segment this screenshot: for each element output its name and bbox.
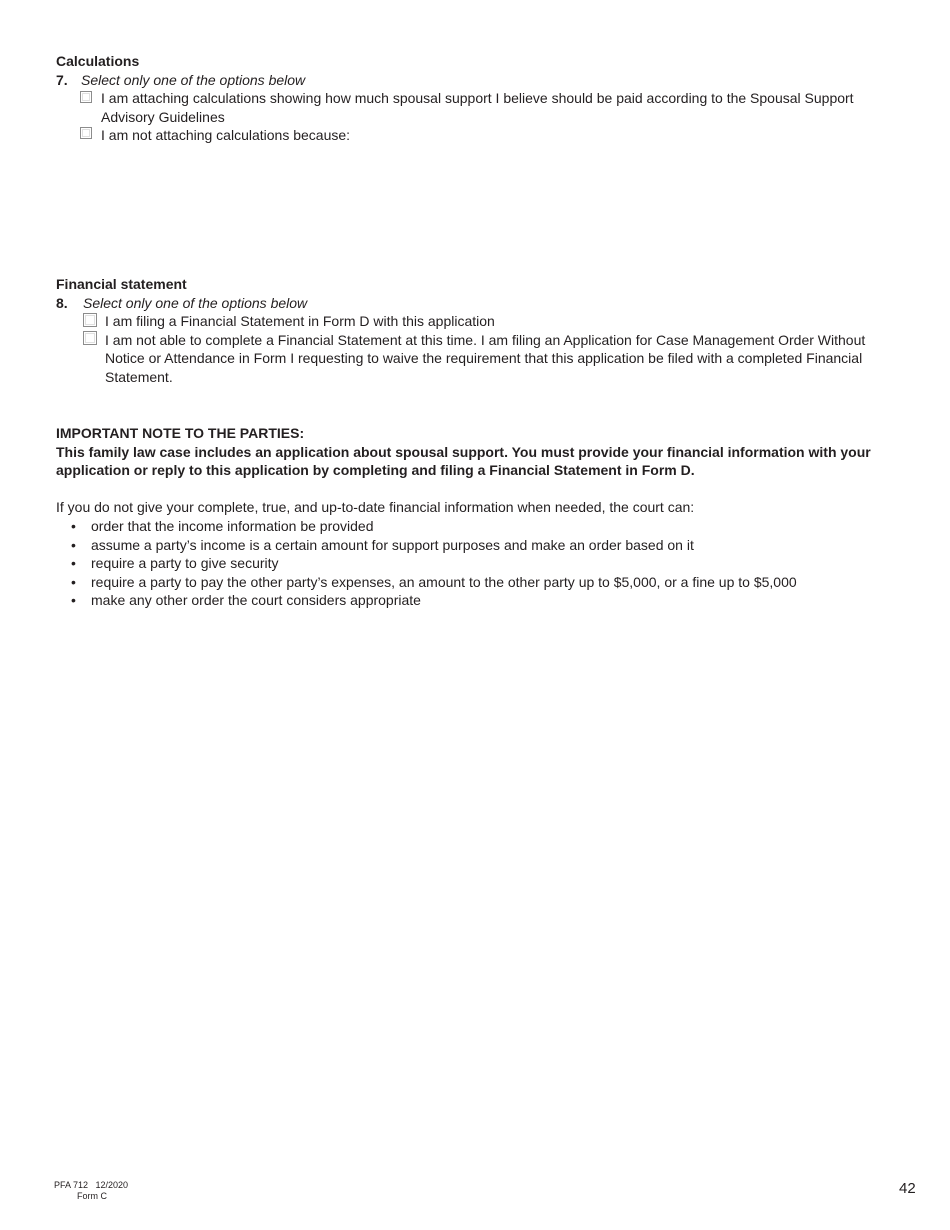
bullet-icon: • <box>71 536 76 553</box>
list-item <box>71 554 891 573</box>
calculations-attaching-label: I am attaching calculations showing how much spousal support I believe should be paid according to the Spousal Support <box>101 90 854 106</box>
question-8-instruction: Select only one of the options below <box>83 295 308 311</box>
important-note-body-line1: This family law case includes an application about spousal support. You must provide your financial information with your <box>56 444 871 460</box>
list-item-text: order that the income information be provided <box>91 518 374 534</box>
form-code: PFA 712 12/2020 <box>54 1180 129 1190</box>
list-item <box>71 517 891 536</box>
list-item-text: make any other order the court considers appropriate <box>91 592 421 608</box>
court-powers-intro: If you do not give your complete, true, and up-to-date financial information when needed, the court can: <box>56 499 695 515</box>
list-item <box>71 591 891 610</box>
question-8-number: 8. <box>56 295 68 311</box>
filing-financial-statement-label: I am filing a Financial Statement in Form D with this application <box>105 313 495 329</box>
important-note-title: IMPORTANT NOTE TO THE PARTIES: <box>56 425 305 441</box>
calculations-heading: Calculations <box>56 53 140 69</box>
important-note-body-line2: application or reply to this application by completing and filing a Financial Statement in Form D. <box>56 462 695 478</box>
calculations-not-attaching-checkbox[interactable] <box>80 127 92 139</box>
calculations-reason-area[interactable] <box>101 148 861 258</box>
calculations-not-attaching-label: I am not attaching calculations because: <box>101 127 351 143</box>
form-name: Form C <box>77 1191 107 1201</box>
not-able-financial-statement-label: I am not able to complete a Financial Statement at this time. I am filing an Application for Case Management Order Without <box>105 332 866 348</box>
bullet-icon: • <box>71 573 76 590</box>
not-able-financial-statement-checkbox[interactable] <box>83 331 97 345</box>
bullet-icon: • <box>71 555 76 571</box>
bullet-icon: • <box>71 518 76 534</box>
question-7-number: 7. <box>56 72 68 88</box>
calculations-attaching-checkbox[interactable] <box>80 91 92 103</box>
court-powers-list <box>71 517 891 610</box>
list-item-text: assume a party’s income is a certain amount for support purposes and make an order based on it <box>91 536 694 553</box>
list-item <box>71 573 891 592</box>
bullet-icon: • <box>71 592 76 608</box>
calculations-attaching-label-cont: Advisory Guidelines <box>101 109 225 125</box>
financial-statement-heading: Financial statement <box>56 276 187 292</box>
not-able-financial-statement-label-cont2: Statement. <box>105 369 173 385</box>
filing-financial-statement-checkbox[interactable] <box>83 313 97 327</box>
list-item <box>71 536 891 555</box>
list-item-text: require a party to pay the other party’s expenses, an amount to the other party up to $5,000, or a fine up to $5,000 <box>91 573 797 590</box>
not-able-financial-statement-label-cont1: Notice or Attendance in Form I requesting to waive the requirement that this application be filed with a completed Financial <box>105 350 863 366</box>
list-item-text: require a party to give security <box>91 555 279 571</box>
question-7-instruction: Select only one of the options below <box>81 72 306 88</box>
page-number: 42 <box>899 1180 916 1197</box>
